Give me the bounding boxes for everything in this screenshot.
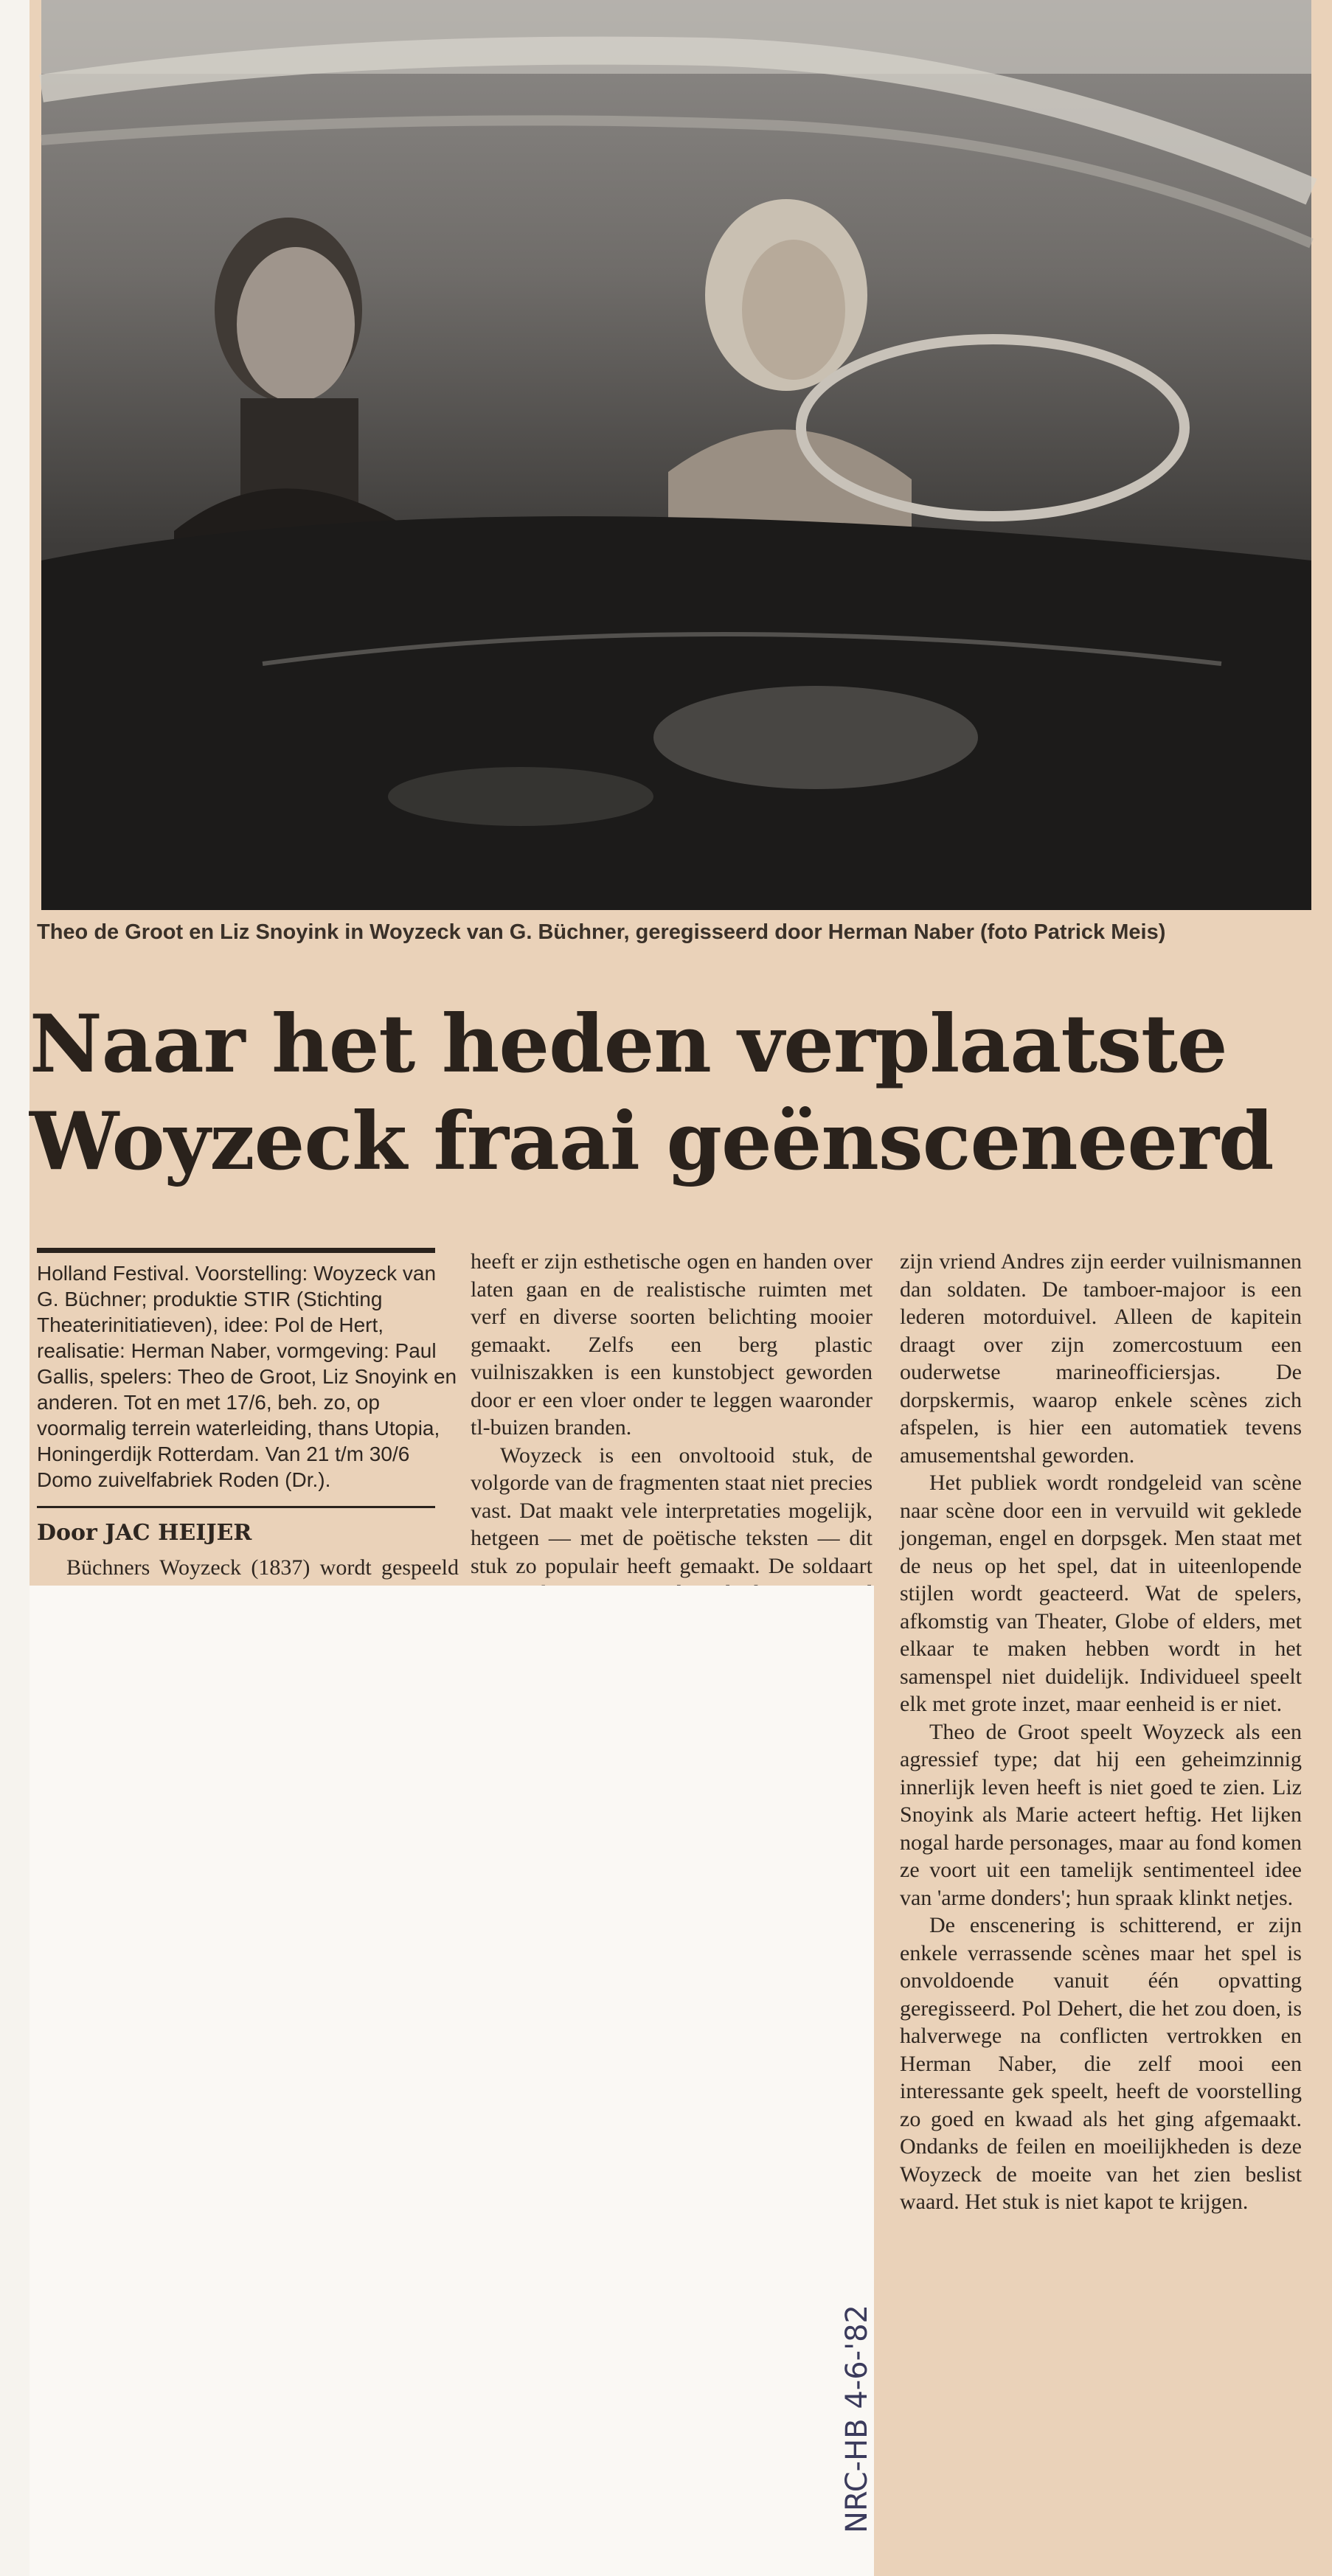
article-headline [30, 996, 1313, 1190]
handwritten-source-note [840, 2187, 889, 2541]
paragraph: heeft er zijn esthetische ogen en handen over laten gaan en de realistische ruimten met verf en diverse soorten belichting mooier gemaakt. Zelfs een berg plastic vuilniszakken is een kunstobject geworden door er een vloer onder te leggen waaronder tl-buizen branden. [471, 1249, 873, 1440]
divider [37, 1506, 435, 1508]
divider [37, 1248, 435, 1253]
production-credits: Holland Festival. Voorstelling: Woyzeck van G. Büchner; produktie STIR (Stichting Theaterinitiatieven), idee: Pol de Hert, realisatie: Herman Naber, vormgeving: Paul Gallis, spelers: Theo de Groot, Liz Snoyink en anderen. Tot en met 17/6, beh. zo, op voormalig terrein waterleiding, thans Utopia, Honingerdijk Rotterdam. Van 21 t/m 30/6 Domo zuivelfabriek Roden (Dr.). [37, 1262, 457, 1491]
headline-line-2: Woyzeck fraai geënsceneerd [30, 1095, 1274, 1188]
blank-paper-area [30, 1586, 874, 2576]
paragraph: zijn vriend Andres zijn eerder vuilnismannen dan soldaten. De tamboer-majoor is een lederen motorduivel. Alleen de kapitein draagt over zijn zomercostuum een ouderwetse marineofficiersjas. De dorpskermis, waarop enkele scènes zich afspelen, is hier een automatiek tevens amusementshal geworden. [900, 1249, 1302, 1468]
newspaper-clipping [30, 0, 1332, 2576]
paragraph: De enscenering is schitterend, er zijn enkele verrassende scènes maar het spel is onvoldoende vanuit één opvatting geregisseerd. Pol Dehert, die het zou doen, is halverwege na conflicten vertrokken en Herman Naber, die zelf mooi een interessante gek speelt, heeft de voorstelling zo goed en kwaad als het ging afgemaakt. Ondanks de feilen en moeilijkheden is deze Woyzeck de moeite van het zien beslist waard. Het stuk is niet kapot te krijgen. [900, 1913, 1302, 2214]
byline: Door JAC HEIJER [37, 1520, 252, 1546]
photo-caption: Theo de Groot en Liz Snoyink in Woyzeck van G. Büchner, geregisseerd door Herman Naber (foto Patrick Meis) [37, 920, 1166, 944]
paragraph: Büchners Woyzeck (1837) wordt gespeeld [66, 1555, 459, 1580]
headline-line-1: Naar het heden verplaatste [30, 998, 1227, 1091]
car-scene-illustration [41, 0, 1311, 910]
paragraph: Het publiek wordt rondgeleid van scène naar scène door een in vervuild wit geklede jongeman, engel en dorpsgek. Men staat met de neus op het spel, dat in uiteenlopende stijlen wordt geacteerd. Wat de spelers, afkomstig van Theater, Globe of elders, met elkaar te maken hebben wordt in het samenspel niet duidelijk. Individueel speelt elk met grote inzet, maar eenheid is er niet. [900, 1471, 1302, 1716]
article-column-3 [900, 1248, 1302, 2216]
article-photo [41, 0, 1311, 910]
paragraph: Theo de Groot speelt Woyzeck als een agressief type; dat hij een geheimzinnig innerlijk leven heeft is niet goed te zien. Liz Snoyink als Marie acteert heftig. Het lijken nogal harde personages, maar au fond komen ze voort uit een tamelijk sentimenteel idee van 'arme donders'; hun spraak klinkt netjes. [900, 1719, 1302, 1910]
paragraph: Woyzeck is een onvoltooid stuk, de volgorde van de fragmenten staat niet precies vast. Dat maakt vele interpretaties mogelijk, hetgeen — met de poëtische teksten — dit stuk zo populair heeft gemaakt. De soldaart [471, 1443, 873, 1578]
handwritten-note-text: NRC-HB 4-6-'82 [840, 2305, 874, 2533]
